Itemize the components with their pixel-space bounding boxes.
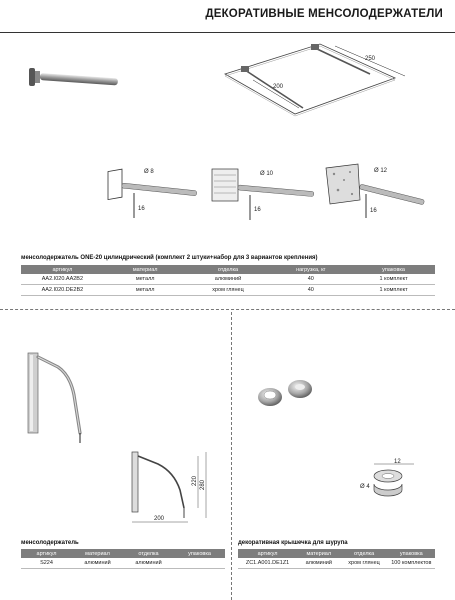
product1-caption: менсолодержатель ONE-20 цилиндрический (комплект 2 штуки+набор для 3 вариантов крепления) [21, 255, 318, 261]
mount1-hole-label: Ø 8 [144, 169, 154, 175]
mount2-hole-label: Ø 10 [260, 171, 274, 177]
section-divider-horizontal [0, 309, 455, 310]
cell-material: алюминий [297, 558, 340, 569]
col-sku: артикул [21, 265, 104, 274]
table-header-row [238, 549, 435, 558]
col-finish: отделка [123, 549, 174, 558]
table-header-row [21, 265, 435, 274]
col-load: нагрузка, кг [269, 265, 352, 274]
col-package: упаковка [388, 549, 435, 558]
table-header-row [21, 549, 225, 558]
cell-package: 1 комплект [352, 274, 435, 285]
product2-caption: менсолодержатель [21, 540, 79, 546]
cap-diameter-label: 12 [394, 459, 401, 465]
cell-sku: AA2.I020.AA2B2 [21, 274, 104, 285]
mount-variant-wood [208, 165, 318, 230]
col-sku: артикул [238, 549, 297, 558]
cell-material: металл [104, 274, 187, 285]
mount2-length-label: 16 [254, 207, 261, 213]
cell-finish: хром глянец [340, 558, 387, 569]
section-divider-vertical [231, 312, 232, 600]
page-title: ДЕКОРАТИВНЫЕ МЕНСОЛОДЕРЖАТЕЛИ [205, 8, 443, 20]
cylinder-holder-photo [26, 60, 126, 100]
cell-sku: AA2.I020.DE2B2 [21, 285, 104, 296]
cell-finish: хром глянец [187, 285, 270, 296]
cell-finish: алюминий [123, 558, 174, 569]
cell-material: алюминий [72, 558, 123, 569]
mount-variant-drywall [100, 163, 205, 228]
col-package: упаковка [352, 265, 435, 274]
cell-finish: алюминий [187, 274, 270, 285]
product1-spec-table [21, 265, 435, 296]
product3-spec-table [238, 549, 435, 569]
shelf-width-label: 200 [273, 84, 284, 90]
cell-load: 40 [269, 285, 352, 296]
cap-hole-label: Ø 4 [360, 484, 370, 490]
col-sku: артикул [21, 549, 72, 558]
cell-package: 1 комплект [352, 285, 435, 296]
cell-material: металл [104, 285, 187, 296]
holder-height2-label: 280 [200, 479, 206, 490]
col-finish: отделка [340, 549, 387, 558]
table-row [21, 558, 225, 569]
table-row [21, 285, 435, 296]
cell-sku: S224 [21, 558, 72, 569]
cell-sku: ZC1.A001.DE1Z1 [238, 558, 297, 569]
holder-height1-label: 220 [192, 475, 198, 486]
mount1-length-label: 16 [138, 206, 145, 212]
product3-caption: декоративная крышечка для шурупа [238, 540, 348, 546]
screw-caps-photo [252, 375, 322, 415]
holder-width-label: 200 [154, 516, 165, 522]
screw-cap-dimension-drawing [360, 460, 430, 515]
bent-holder-photo [22, 345, 102, 465]
header-rule [0, 32, 455, 33]
bent-holder-dimension-drawing [118, 442, 228, 532]
col-finish: отделка [187, 265, 270, 274]
shelf-dimension-drawing [215, 38, 415, 118]
table-row [238, 558, 435, 569]
col-package: упаковка [174, 549, 225, 558]
col-material: материал [72, 549, 123, 558]
cell-load: 40 [269, 274, 352, 285]
product2-spec-table [21, 549, 225, 569]
mount-variant-concrete [322, 160, 432, 230]
cell-package [174, 558, 225, 569]
mount3-length-label: 16 [370, 208, 377, 214]
col-material: материал [297, 549, 340, 558]
mount3-hole-label: Ø 12 [374, 168, 388, 174]
cell-package: 100 комплектов [388, 558, 435, 569]
col-material: материал [104, 265, 187, 274]
shelf-depth-label: 250 [365, 56, 376, 62]
table-row [21, 274, 435, 285]
